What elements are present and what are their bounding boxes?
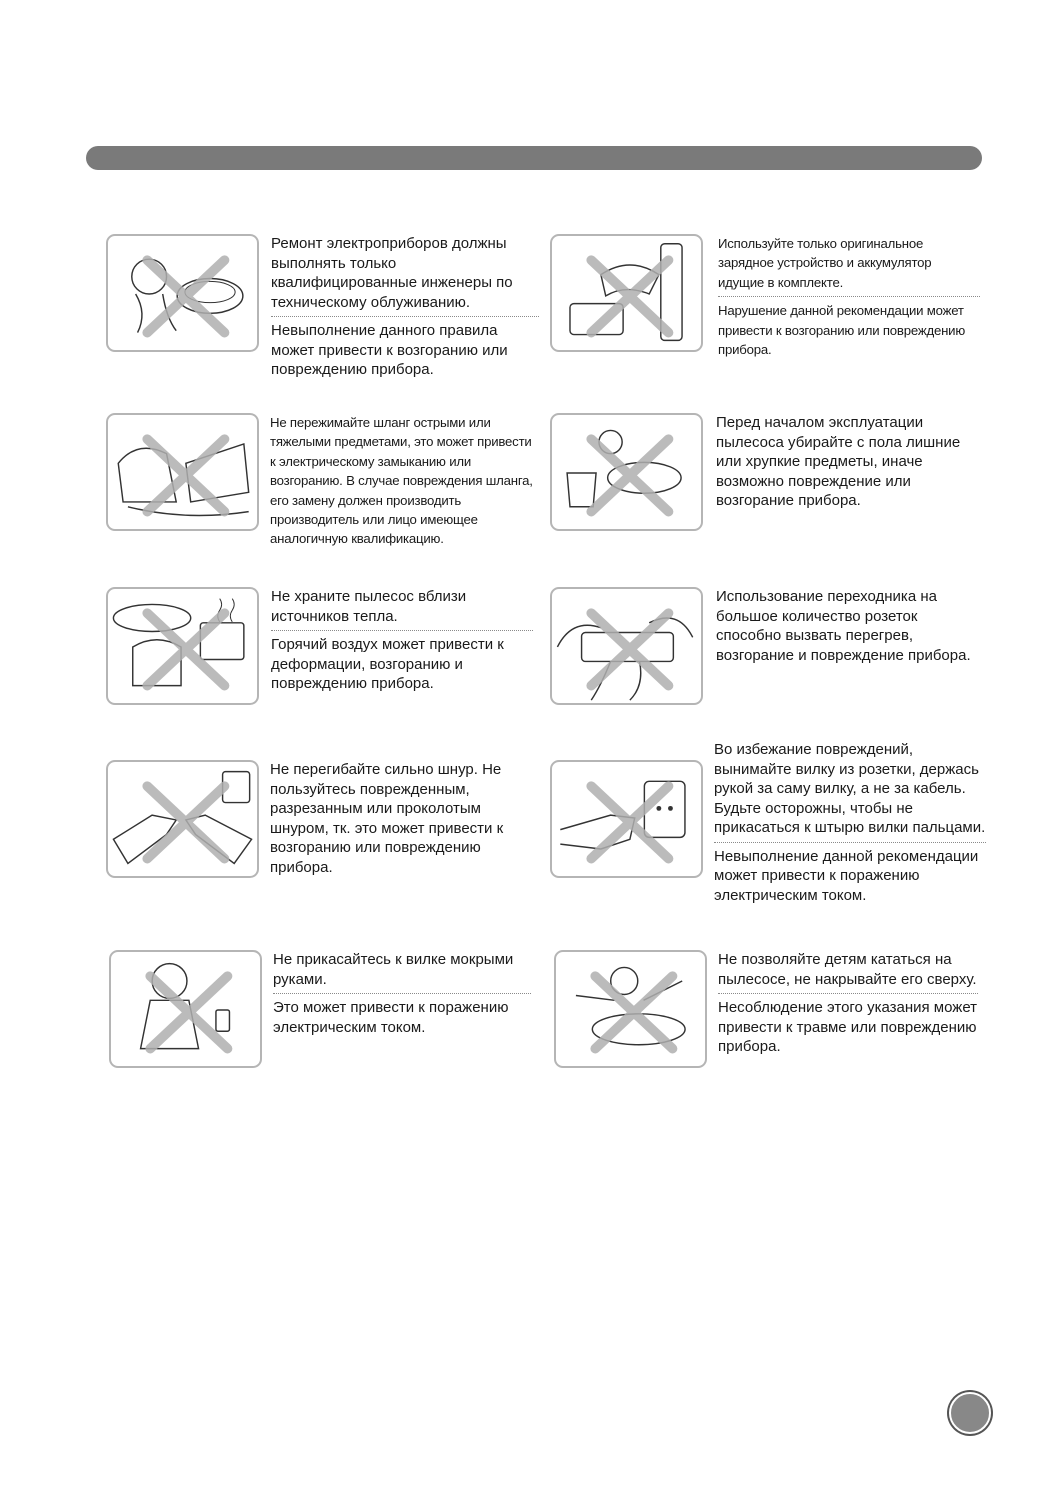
divider — [718, 993, 978, 994]
unplug-by-cable-illustration — [550, 760, 703, 878]
divider — [271, 316, 539, 317]
page-number-badge — [949, 1392, 991, 1434]
warning-note-text: Невыполнение данного правила может привести к возгоранию или повреждению прибора. — [271, 322, 508, 378]
section-header-bar — [86, 146, 982, 170]
divider — [271, 630, 533, 631]
heat-source-illustration — [106, 587, 259, 705]
warning-note-text: Несоблюдение этого указания может привести к травме или повреждению прибора. — [718, 999, 978, 1055]
warning-note-text: Горячий воздух может привести к деформации, возгоранию и повреждению прибора. — [271, 636, 504, 692]
warning-main-text: Не храните пылесос вблизи источников тепла. — [271, 588, 467, 625]
warning-main-text: Перед началом эксплуатации пылесоса убирайте с пола лишние или хрупкие предметы, иначе возможно повреждение или возгорание прибора. — [716, 414, 961, 509]
power-strip-overload-illustration — [550, 587, 703, 705]
warning-main-text: Не пережимайте шланг острыми или тяжелыми предметами, это может привести к электрическому замыканию или возгоранию. В случае повреждения шланга, его замену должен производить производитель или лицо имеющее аналогичную квалификацию. — [270, 415, 533, 547]
robot-vacuum-repair-illustration — [106, 234, 259, 352]
divider — [273, 993, 531, 994]
warning-main-text: Во избежание повреждений, вынимайте вилку из розетки, держась рукой за саму вилку, а не за кабель. Будьте осторожны, чтобы не прикасаться к штырю вилки пальцами. — [714, 741, 986, 836]
fragile-objects-floor-illustration — [550, 413, 703, 531]
hose-pinched-illustration — [106, 413, 259, 531]
warning-note-text: Это может привести к поражению электрическим током. — [273, 999, 509, 1036]
divider — [714, 842, 986, 843]
warning-main-text: Используйте только оригинальное зарядное устройство и аккумулятор идущие в комплекте. — [718, 236, 932, 290]
wet-hands-plug-illustration — [109, 950, 262, 1068]
warning-main-text: Не прикасайтесь к вилке мокрыми руками. — [273, 951, 514, 988]
warning-main-text: Не позволяйте детям кататься на пылесосе, не накрывайте его сверху. — [718, 951, 977, 988]
warning-main-text: Использование переходника на большое количество розеток способно вызвать перегрев, возгорание и повреждение прибора. — [716, 588, 971, 664]
warning-note-text: Нарушение данной рекомендации может привести к возгоранию или повреждению прибора. — [718, 303, 966, 358]
charger-battery-illustration — [550, 234, 703, 352]
warning-main-text: Не перегибайте сильно шнур. Не пользуйтесь поврежденным, разрезанным или проколотым шнуром, тк. это может привести к возгоранию или повреждению прибора. — [270, 761, 504, 876]
warning-note-text: Невыполнение данной рекомендации может привести к поражению электрическим током. — [714, 847, 979, 904]
bent-cord-illustration — [106, 760, 259, 878]
divider — [718, 296, 980, 297]
child-riding-vacuum-illustration — [554, 950, 707, 1068]
warning-main-text: Ремонт электроприборов должны выполнять только квалифицированные инженеры по техническому облуживанию. — [271, 235, 513, 311]
